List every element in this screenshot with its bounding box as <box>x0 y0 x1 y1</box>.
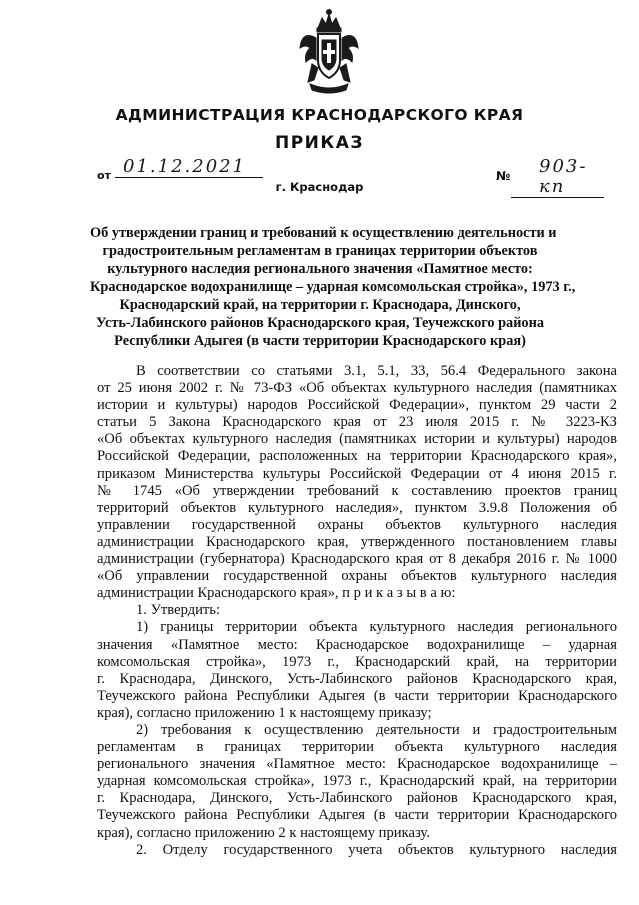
body-line: управлении государственной охраны объектов культурного наследия <box>97 516 617 533</box>
title-line: культурного наследия регионального значения «Памятное место: <box>107 261 533 277</box>
body-line: Российской Федерации, расположенных на территории Краснодарского края», <box>97 448 617 465</box>
body-line: «Об управлении государственной охраны объектов культурного наследия <box>97 568 617 585</box>
document-title <box>90 224 576 350</box>
body-line: края), согласно приложению 1 к настоящему приказу; <box>97 704 432 721</box>
coat-of-arms-emblem <box>298 8 360 94</box>
body-line: края), согласно приложению 2 к настоящему приказу. <box>97 824 430 841</box>
organization-name: АДМИНИСТРАЦИЯ КРАСНОДАРСКОГО КРАЯ <box>115 106 524 124</box>
body-line: «Об объектах культурного наследия (памятниках истории и культуры) народов <box>97 431 617 448</box>
body-line: регионального значения «Памятное место: Краснодарское водохранилище – <box>97 756 617 773</box>
title-line: градостроительным регламентам в границах территории объектов <box>102 243 538 259</box>
body-line: 2) требования к осуществлению деятельности и градостроительным <box>136 721 617 738</box>
body-line: от 25 июня 2002 г. № 73-ФЗ «Об объектах культурного наследия (памятниках <box>97 380 617 397</box>
title-line: Республики Адыгея (в части территории Краснодарского края) <box>114 333 526 349</box>
city-name: г. Краснодар <box>275 180 364 194</box>
body-line: 1) границы территории объекта культурного наследия регионального <box>136 619 617 636</box>
document-body <box>97 363 617 859</box>
body-line: 2. Отделу государственного учета объектов культурного наследия <box>136 841 617 858</box>
body-line: В соответствии со статьями 3.1, 5.1, 33, 56.4 Федерального закона <box>136 363 617 379</box>
body-line: значения «Памятное место: Краснодарское водохранилище – ударная <box>97 636 617 653</box>
body-line: администрации (губернатора) Краснодарского края от 8 декабря 2016 г. № 1000 <box>97 551 617 568</box>
body-line: Теучежского района Республики Адыгея (в части территории Краснодарского <box>97 687 617 704</box>
body-line: администрации Краснодарского края, утвержденного постановлением главы <box>97 533 617 550</box>
body-line: истории и культуры) народов Российской Федерации», пунктом 29 части 2 <box>97 397 617 414</box>
body-line: г. Краснодара, Динского, Усть-Лабинского районов Краснодарского края, <box>97 790 617 807</box>
number-label: № <box>496 169 511 183</box>
date-label: от <box>97 169 111 182</box>
body-line: ударная комсомольская стройка», 1973 г., Краснодарский край, на территории <box>97 773 617 790</box>
body-line: г. Краснодара, Динского, Усть-Лабинского районов Краснодарского края, <box>97 670 617 687</box>
title-line: Усть-Лабинского районов Краснодарского края, Теучежского района <box>96 315 544 331</box>
body-line: статьи 5 Закона Краснодарского края от 23 июля 2015 г. № 3223-КЗ <box>97 414 617 431</box>
body-line: администрации Краснодарского края», п р и к а з ы в а ю: <box>97 585 456 602</box>
body-line: регламентам в границах территории объекта культурного наследия <box>97 739 617 756</box>
body-line: Теучежского района Республики Адыгея (в части территории Краснодарского <box>97 807 617 824</box>
document-type: ПРИКАЗ <box>274 133 365 153</box>
number-value: 903-кп <box>511 157 604 198</box>
title-line: Краснодарское водохранилище – ударная комсомольская стройка», 1973 г., <box>90 279 576 295</box>
body-line: комсомольская стройка», 1973 г., Краснодарский край, на территории <box>97 653 617 670</box>
title-line: Краснодарский край, на территории г. Краснодара, Динского, <box>119 297 521 313</box>
body-line: № 1745 «Об утверждении требований к составлению проектов границ <box>97 482 617 499</box>
body-line: территорий объектов культурного наследия», пунктом 3.9.8 Положения об <box>97 499 617 516</box>
date-value: 01.12.2021 <box>115 157 263 178</box>
body-line: 1. Утвердить: <box>136 602 221 619</box>
title-line: Об утверждении границ и требований к осуществлению деятельности и <box>90 225 557 241</box>
body-line: приказом Министерства культуры Российской Федерации от 4 июня 2015 г. <box>97 465 617 482</box>
